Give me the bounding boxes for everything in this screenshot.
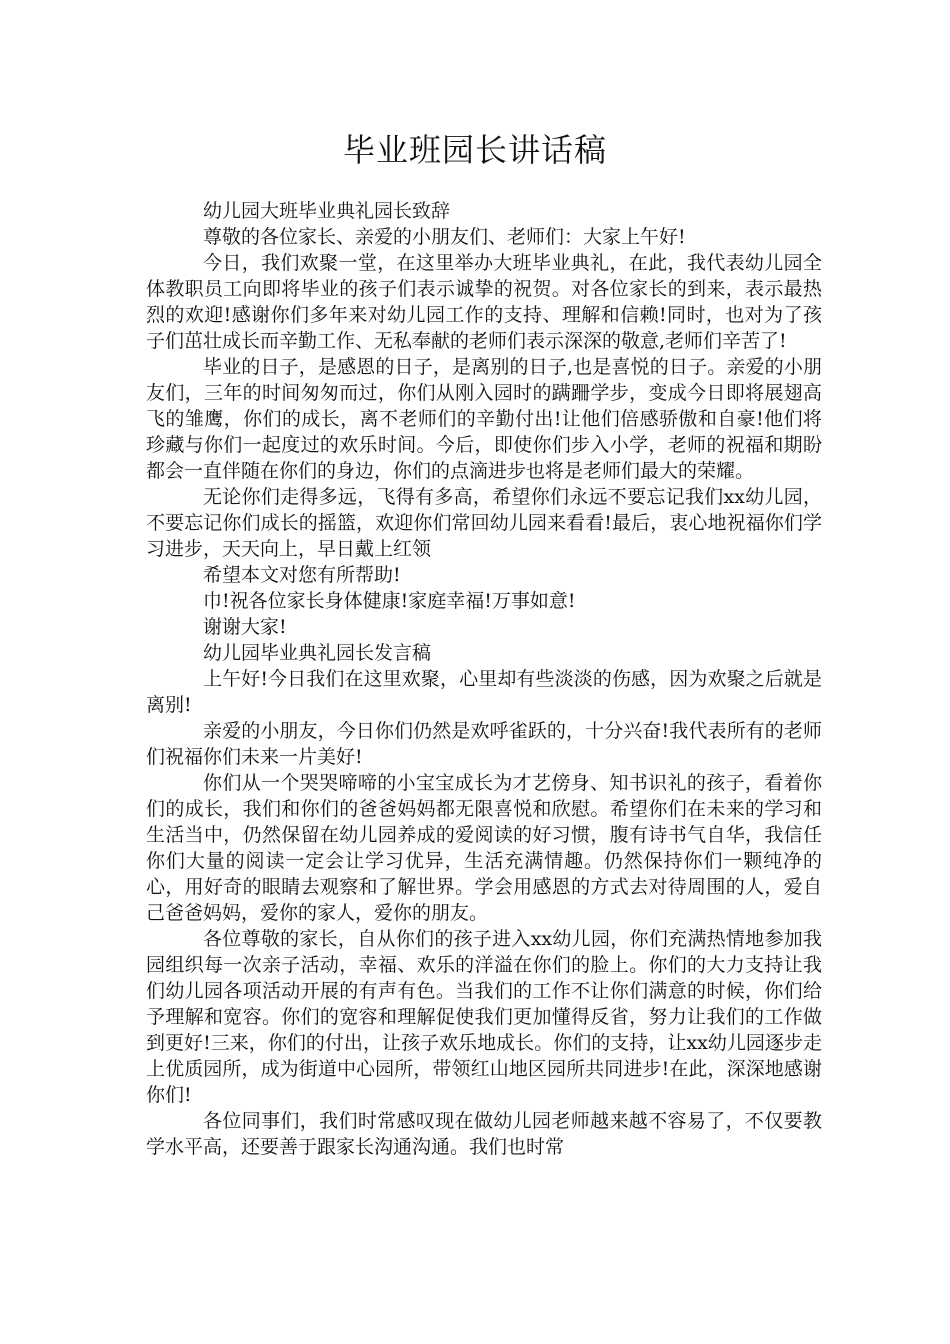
- paragraph: 上午好!今日我们在这里欢聚，心里却有些淡淡的伤感，因为欢聚之后就是离别!: [146, 668, 822, 716]
- paragraph: 亲爱的小朋友，今日你们仍然是欢呼雀跃的，十分兴奋!我代表所有的老师们祝福你们未来一片美好!: [146, 720, 822, 768]
- paragraph: 希望本文对您有所帮助!: [203, 564, 401, 586]
- paragraph: 幼儿园大班毕业典礼园长致辞: [203, 200, 451, 222]
- paragraph: 各位尊敬的家长，自从你们的孩子进入xx幼儿园，你们充满热情地参加我园组织每一次亲子活动，幸福、欢乐的洋溢在你们的脸上。你们的大力支持让我们幼儿园各项活动开展的有声有色。当我们的工作不让你们满意的时候，你们给予理解和宽容。你们的宽容和理解促使我们更加懂得反省，努力让我们的工作做到更好!三来，你们的付出，让孩子欢乐地成长。你们的支持，让xx幼儿园逐步走上优质园所，成为街道中心园所，带领红山地区园所共同进步!在此，深深地感谢你们!: [146, 928, 822, 1106]
- paragraph: 无论你们走得多远，飞得有多高，希望你们永远不要忘记我们xx幼儿园，不要忘记你们成长的摇篮，欢迎你们常回幼儿园来看看!最后，衷心地祝福你们学习进步，天天向上，早日戴上红领: [146, 486, 822, 560]
- paragraph: 幼儿园毕业典礼园长发言稿: [203, 642, 432, 664]
- paragraph: 毕业的日子，是感恩的日子，是离别的日子,也是喜悦的日子。亲爱的小朋友们，三年的时间匆匆而过，你们从刚入园时的蹒跚学步，变成今日即将展翅高飞的雏鹰，你们的成长，离不老师们的辛勤付出!让他们倍感骄傲和自豪!他们将珍藏与你们一起度过的欢乐时间。今后，即使你们步入小学，老师的祝福和期盼都会一直伴随在你们的身边，你们的点滴进步也将是老师们最大的荣耀。: [146, 356, 822, 482]
- paragraph: 尊敬的各位家长、亲爱的小朋友们、老师们：大家上午好!: [203, 226, 686, 248]
- paragraph: 谢谢大家!: [203, 616, 287, 638]
- paragraph: 各位同事们，我们时常感叹现在做幼儿园老师越来越不容易了，不仅要教学水平高，还要善于跟家长沟通沟通。我们也时常: [146, 1110, 822, 1158]
- document-body: [146, 198, 822, 1160]
- document-title: 毕业班园长讲话稿: [342, 131, 607, 169]
- paragraph: 今日，我们欢聚一堂，在这里举办大班毕业典礼，在此，我代表幼儿园全体教职员工向即将毕业的孩子们表示诚挚的祝贺。对各位家长的到来，表示最热烈的欢迎!感谢你们多年来对幼儿园工作的支持、理解和信赖!同时，也对为了孩子们茁壮成长而辛勤工作、无私奉献的老师们表示深深的敬意,老师们辛苦了!: [146, 252, 822, 352]
- paragraph: 巾!祝各位家长身体健康!家庭幸福!万事如意!: [203, 590, 576, 612]
- paragraph: 你们从一个哭哭啼啼的小宝宝成长为才艺傍身、知书识礼的孩子，看着你们的成长，我们和你们的爸爸妈妈都无限喜悦和欣慰。希望你们在未来的学习和生活当中，仍然保留在幼儿园养成的爱阅读的好习惯，腹有诗书气自华，我信任你们大量的阅读一定会让学习优异，生活充满情趣。仍然保持你们一颗纯净的心，用好奇的眼睛去观察和了解世界。学会用感恩的方式去对待周围的人，爱自己爸爸妈妈，爱你的家人，爱你的朋友。: [146, 772, 822, 924]
